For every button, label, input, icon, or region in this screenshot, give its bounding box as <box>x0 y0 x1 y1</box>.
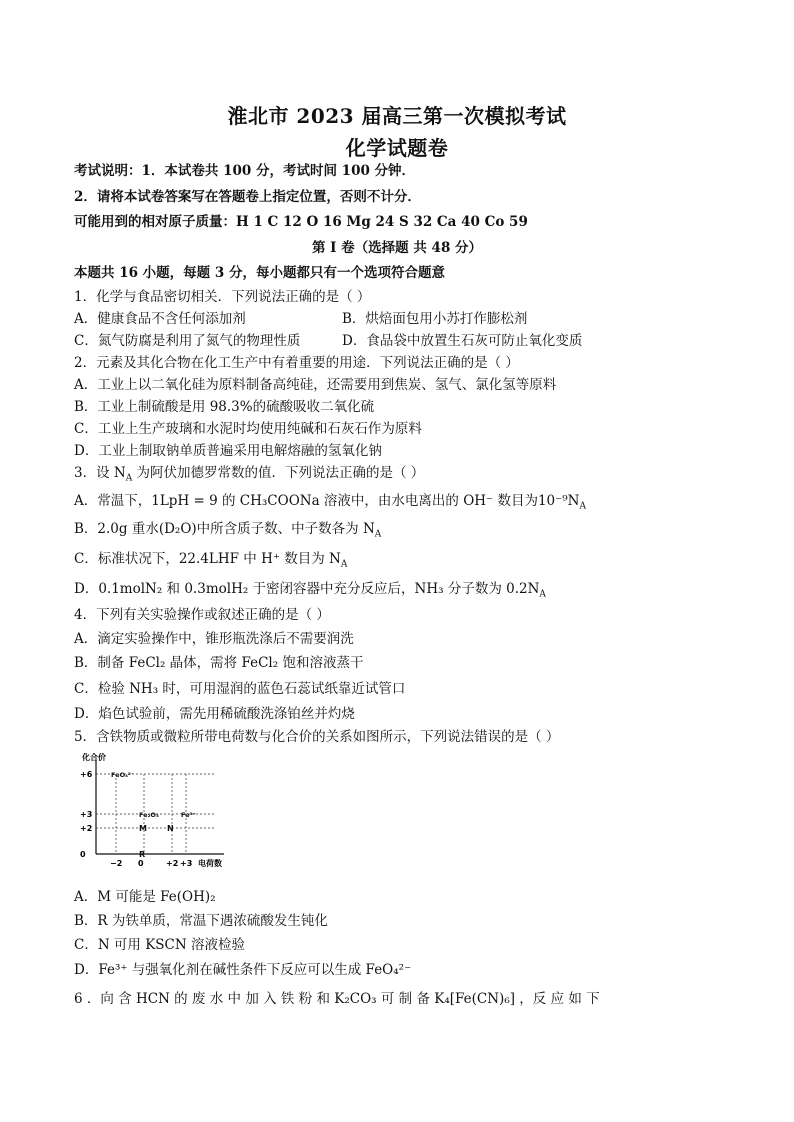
q3-stem-sub: A <box>125 473 133 484</box>
q3-option-d <box>74 580 546 598</box>
fe-valence-chart <box>74 752 234 882</box>
q4-option-c: C．检验 NH₃ 时，可用湿润的蓝色石蕊试纸靠近试管口 <box>74 681 406 697</box>
q1-stem: 1．化学与食品密切相关．下列说法正确的是（ ） <box>74 289 371 305</box>
x-tick-label: +3 <box>180 859 193 868</box>
q6-stem: 6 ．向 含 HCN 的 废 水 中 加 入 铁 粉 和 K₂CO₃ 可 制 备 K₄[Fe(CN)₆] ，反 应 如 下 <box>74 991 600 1007</box>
exam-subtitle: 化学试题卷 <box>345 136 449 160</box>
q2-option-a: A．工业上以二氧化硅为原料制备高纯硅，还需要用到焦炭、氢气、氯化氢等原料 <box>74 377 557 393</box>
y-tick-label: +2 <box>80 824 93 833</box>
q3-option-c-sub: A <box>340 559 348 570</box>
y-tick-label: +6 <box>80 770 93 779</box>
y-tick-label: +3 <box>80 810 93 819</box>
chart-point-label: R <box>139 850 146 859</box>
q3-option-a-sub: A <box>579 501 586 512</box>
exam-title: 淮北市 2023 届高三第一次模拟考试 <box>227 104 567 128</box>
q4-option-a: A．滴定实验操作中，锥形瓶洗涤后不需要润洗 <box>74 631 354 647</box>
chart-point-label: Fe³⁺ <box>181 811 196 819</box>
q1-option-a: A．健康食品不含任何添加剂 <box>74 311 246 327</box>
q5-stem: 5．含铁物质或微粒所带电荷数与化合价的关系如图所示，下列说法错误的是（ ） <box>74 729 560 745</box>
q3-option-a-text: A．常温下，1LpH = 9 的 CH₃COONa 溶液中，由水电离出的 OH⁻ 数目为10⁻⁹N <box>74 493 580 509</box>
q5-option-c: C．N 可用 KSCN 溶液检验 <box>74 937 245 953</box>
q3-option-a <box>74 492 586 510</box>
q2-stem: 2．元素及其化合物在化工生产中有着重要的用途．下列说法正确的是（ ） <box>74 355 519 371</box>
chart-point-label: Fe₂O₃ <box>139 811 159 819</box>
x-tick-label: +2 <box>166 859 179 868</box>
y-tick-label: 0 <box>80 850 86 859</box>
q3-stem-a: 3．设 N <box>74 465 126 481</box>
q2-option-d: D．工业上制取钠单质普遍采用电解熔融的氢氧化钠 <box>74 443 382 459</box>
q2-option-b: B．工业上制硫酸是用 98.3%的硫酸吸收二氧化硫 <box>74 399 375 415</box>
q4-option-b: B．制备 FeCl₂ 晶体，需将 FeCl₂ 饱和溶液蒸干 <box>74 655 364 671</box>
chart-point-label: N <box>167 824 174 833</box>
x-tick-label: −2 <box>110 859 123 868</box>
notes-line-1: 考试说明：1．本试卷共 100 分，考试时间 100 分钟． <box>74 163 416 179</box>
q5-option-d: D．Fe³⁺ 与强氧化剂在碱性条件下反应可以生成 FeO₄²⁻ <box>74 962 412 978</box>
q5-option-b: B．R 为铁单质，常温下遇浓硫酸发生钝化 <box>74 913 328 929</box>
notes-line-2: 2．请将本试卷答案写在答题卷上指定位置，否则不计分． <box>74 189 421 205</box>
q2-option-c: C．工业上生产玻璃和水泥时均使用纯碱和石灰石作为原料 <box>74 421 422 437</box>
q3-option-c-text: C．标准状况下，22.4LHF 中 H⁺ 数目为 N <box>74 551 341 567</box>
atomic-mass-line: 可能用到的相对原子质量：H 1 C 12 O 16 Mg 24 S 32 Ca 40 Co 59 <box>74 214 528 230</box>
chart-point-label: FeO₄²⁻ <box>111 771 135 779</box>
x-tick-label: 0 <box>138 859 144 868</box>
section-instruction: 本题共 16 小题，每题 3 分，每小题都只有一个选项符合题意 <box>74 265 445 281</box>
q3-option-c <box>74 550 347 568</box>
q5-option-a: A．M 可能是 Fe(OH)₂ <box>74 889 216 905</box>
q3-option-b <box>74 520 381 538</box>
y-axis-label: 化合价 <box>82 753 106 762</box>
q3-stem-b: 为阿伏加德罗常数的值．下列说法正确的是（ ） <box>132 465 425 481</box>
x-axis-label: 电荷数 <box>198 859 222 868</box>
chart-point-label: M <box>139 824 147 833</box>
q3-option-d-text: D．0.1molN₂ 和 0.3molH₂ 于密闭容器中充分反应后，NH₃ 分子数为 0.2N <box>74 581 540 597</box>
q3-option-b-sub: A <box>374 529 382 540</box>
q1-option-c: C．氮气防腐是利用了氮气的物理性质 <box>74 333 301 349</box>
q3-option-d-sub: A <box>539 589 546 600</box>
q3-stem <box>74 464 424 482</box>
q1-option-b: B．烘焙面包用小苏打作膨松剂 <box>342 311 528 327</box>
q1-option-d: D．食品袋中放置生石灰可防止氧化变质 <box>342 333 583 349</box>
q3-option-b-text: B．2.0g 重水(D₂O)中所含质子数、中子数各为 N <box>74 521 375 537</box>
q4-stem: 4．下列有关实验操作或叙述正确的是（ ） <box>74 607 330 623</box>
section-title: 第 I 卷（选择题 共 48 分） <box>311 240 483 256</box>
q4-option-d: D．焰色试验前，需先用稀硫酸洗涤铂丝并灼烧 <box>74 706 355 722</box>
